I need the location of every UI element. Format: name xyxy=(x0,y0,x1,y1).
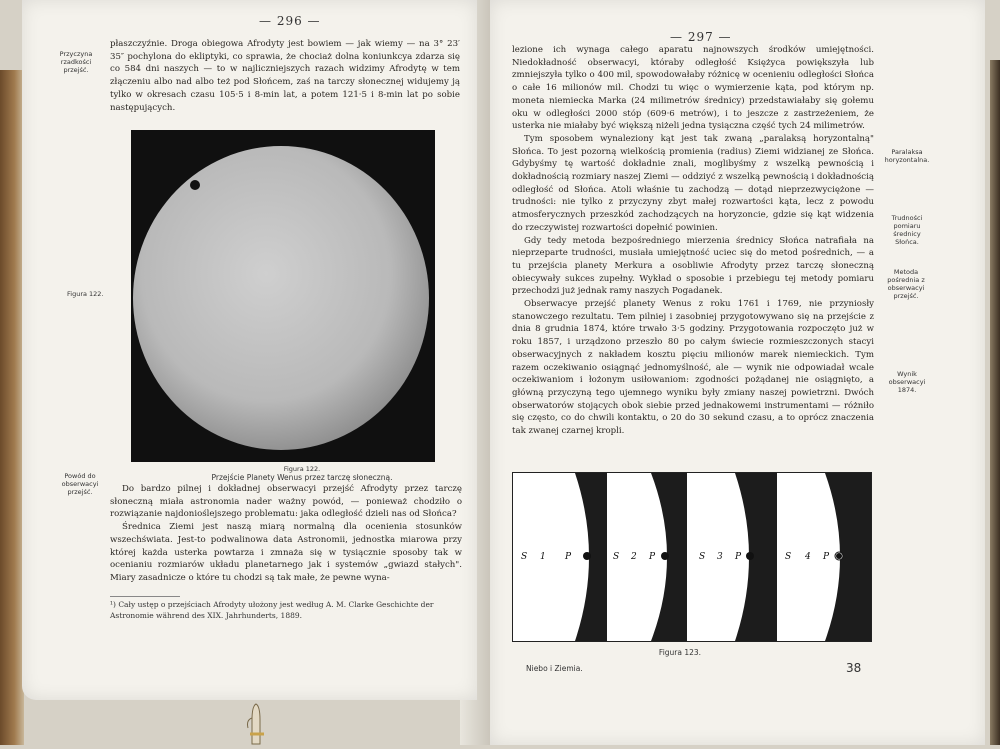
sun-disc xyxy=(133,146,429,450)
right-margin-note-4: Wynik obserwacyi 1874. xyxy=(888,370,926,394)
bookmark-hand-icon xyxy=(242,698,270,745)
label-p1: P xyxy=(565,552,572,562)
right-margin-note-3: Metoda pośrednia z obserwacyi przejść. xyxy=(887,268,925,300)
label-n2: 2 xyxy=(631,552,637,562)
bottom-left-title: Niebo i Ziemia. xyxy=(526,664,583,673)
label-p2: P xyxy=(649,552,656,562)
left-figure-side-label: Figura 122. xyxy=(67,290,104,298)
right-paragraph-4-text: Obserwacye przejść planety Wenus z roku 1761 i 1769, nie przyniosły stanowczego rezultatu. Tem pilniej i zasobniej przygotowywano się na przejście z dnia 8 grudnia 1874, które trwało 3·5 godziny. Przygotowania rozpoczęto już w roku 1857, i urządzono przeszło 80 po całym świecie rozmieszczonych stacyi obserwacyjnych z nakładem kosztu pięciu milionów marek niemieckich. Tym razem oczekiwanio osiągnąć jednomyślność, ale — wynik nie odpowiadał wcale oczekiwaniom i łożonym usiłowaniom: zgodności pożądanej nie osiągnięto, a główną przyczyną tego ujemnego wyniku były zmiany naszej powietrzni. Dwóch obserwatorów stojących obok siebie przed jednakowemi instrumentami — różniło się często, co do chwili kontaktu, o 20 do 30 sekund czasu, a to oprócz znaczenia tak zwanej czarnej kropli. xyxy=(512,299,874,437)
right-paragraph-1-text: lezione ich wynaga całego aparatu najnowszych środków umiejętności. Niedokładność obserwacyi, któraby odległość Księżyca powiększyła lub zmniejszyła tylko o 400 mil, spowodowałaby różnicę w ocenieniu odległości Słońca o całe 16 milionów mil. Chodzi tu więc o wymierzenie kąta, pod którym np. moneta niemiecka Marka (24 milimetrów średnicy) przedstawiałaby się gołemu oku w odległości 2000 stóp (609·6 metrów), i to jeszcze z zastrzeżeniem, że usterka nie miałaby być większą niżeli jedna tysiączna część tych 24 milimetrów. xyxy=(512,45,874,132)
book-cover-left xyxy=(0,70,24,745)
label-p3: P xyxy=(735,552,742,562)
footnote-rule xyxy=(110,596,180,597)
planet-dot-1 xyxy=(583,552,591,560)
label-n1: 1 xyxy=(540,552,546,562)
label-p4: P xyxy=(823,552,830,562)
sun-disc-image xyxy=(131,130,435,462)
left-paragraph-2 xyxy=(110,483,462,585)
transit-diagram-svg xyxy=(513,473,871,641)
book-cover-right xyxy=(990,60,1000,745)
left-footnote: ¹) Cały ustęp o przejściach Afrodyty ułożony jest według A. M. Clarke Geschichte der Astronomie während des XIX. Jahrhunderts, 1889. xyxy=(110,600,434,620)
right-paragraph-3-text: Gdy tedy metoda bezpośredniego mierzenia średnicy Słońca natrafiała na nieprzeparte trudności, musiała umiejętność uciec się do metod pośrednich, — a tu przejścia planety Merkura a osobliwie Afrodyty przez tarczę słoneczną obiecywały sukces zupełny. Wykład o sposobie i przebiegu tej metody pomiaru przechodzi już jednak ramy naszych Pogadanek. xyxy=(512,235,874,297)
label-s4: S xyxy=(785,552,792,562)
left-paragraph-1 xyxy=(110,38,460,114)
label-n3: 3 xyxy=(717,552,723,562)
left-margin-note-1: Przyczyna rzadkości przejść. xyxy=(59,50,93,74)
venus-dot xyxy=(190,180,200,190)
planet-dot-2 xyxy=(661,552,669,560)
label-s3: S xyxy=(699,552,706,562)
venus-transit-photo xyxy=(131,130,435,462)
figure-122-caption-text: Przejście Planety Wenus przez tarczę słoneczną. xyxy=(211,473,393,482)
right-margin-note-2: Trudności pomiaru średnicy Słońca. xyxy=(891,214,923,246)
left-paragraph-1-text: płaszczyźnie. Droga obiegowa Afrodyty jest bowiem — jak wiemy — na 3° 23′ 35″ pochylona do ekliptyki, co sprawia, że chociaż dolna koniunkcya zdarza się co 584 dni naszych — to w najliczniejszych razach widzimy Afrodytę w tem złączeniu albo nad albo też pod Słońcem, zaś na tarczy słonecznej widujemy ją tylko w okresach czasu 105·5 i 8-min lat, a potem 121·5 i 8-min lat po sobie następujących. xyxy=(110,39,460,113)
figure-122-caption-title: Figura 122. xyxy=(283,465,321,473)
figure-123-caption: Figura 123. xyxy=(658,648,702,657)
right-page-number: — 297 — xyxy=(670,30,732,44)
label-s2: S xyxy=(613,552,620,562)
left-paragraph-3-text: Średnica Ziemi jest naszą miarą normalną dla ocenienia stosunków wszechświata. Jest-to podwalinowa data Astronomii, jednostka miarowa przy której każda usterka powtarza i zmnaża się w tysiącznie sposoby tak w ocenianiu rozmiarów układu planetarnego jak i systemów „gwiazd stałych". Miary zasadnicze o które tu chodzi są tak małe, że pewne wyna- xyxy=(110,522,462,583)
left-paragraph-2-text: Do bardzo pilnej i dokładnej obserwacyi przejść Afrodyty przez tarczę słoneczną miała astronomia nader ważny powód, — ponieważ chodziło o rozwiązanie najdonioślejszego problematu: jaka odległość dzieli nas od Słońca? xyxy=(110,484,462,520)
left-page-number: — 296 — xyxy=(259,14,321,28)
label-s1: S xyxy=(521,552,528,562)
right-margin-note-1: Paralaksa horyzontalna. xyxy=(884,148,930,164)
bottom-page-signature: 38 xyxy=(846,661,862,675)
planet-dot-4-core xyxy=(836,553,842,559)
planet-dot-3 xyxy=(746,552,754,560)
left-margin-note-2: Powód do obserwacyi przejść. xyxy=(61,472,99,496)
transit-diagram xyxy=(512,472,872,642)
figure-122-caption xyxy=(132,465,472,482)
right-text-block xyxy=(512,44,874,438)
right-paragraph-2-text: Tym sposobem wynaleziony kąt jest tak zwaną „paralaksą horyzontalną" Słońca. To jest pozorną wielkością promienia (radius) Ziemi widzianej ze Słońca. Gdybyśmy tę wartość dokładnie znali, moglibyśmy z wszelką pewnością i dokładnością rozmiary naszej Ziemi — oddziyć z wszelką pewnością i dokładnością odległość od Słońca. Atoli właśnie tu zachodzą — dotąd nieprzezwyciężone — trudności: nie tylko z przyczyny zbyt małej rozwartości kąta, lecz z powodu atmosferycznych przeszkód zachodzących na horyzoncie, gdzie się kąt widzenia do rzeczywistej rozwartości dopełnić powinien. xyxy=(512,133,874,233)
label-n4: 4 xyxy=(805,552,811,562)
